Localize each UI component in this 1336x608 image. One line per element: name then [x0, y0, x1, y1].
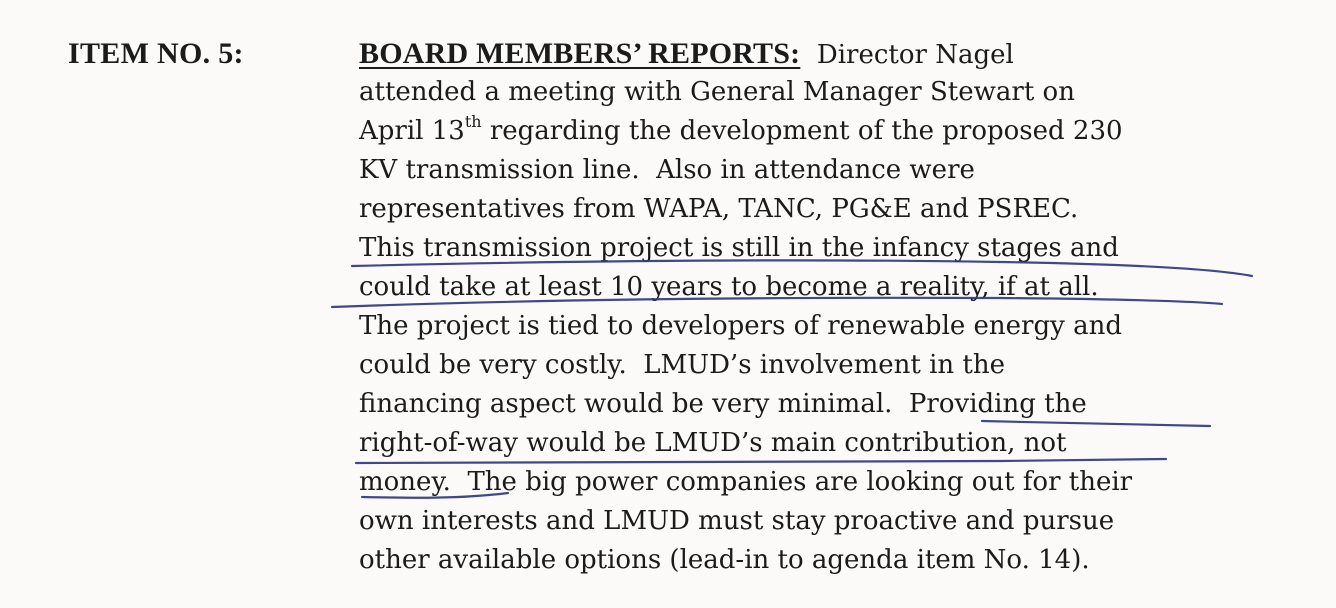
report-line-4: KV transmission line. Also in attendance were [359, 155, 975, 185]
report-heading: BOARD MEMBERS’ REPORTS: [359, 37, 801, 70]
report-line-10: financing aspect would be very minimal. Providing the [359, 389, 1087, 419]
report-line-5: representatives from WAPA, TANC, PG&E and PSREC. [359, 194, 1079, 224]
report-line-1 [359, 34, 1319, 73]
report-line-9: could be very costly. LMUD’s involvement in the [359, 350, 1006, 380]
report-line-3-start: April 13 [359, 116, 465, 146]
report-line-3-end: regarding the development of the proposed 230 [481, 116, 1123, 146]
report-line-12: money. The big power companies are looking out for their [359, 467, 1133, 497]
report-line-1-text: Director Nagel [800, 40, 1014, 70]
report-line-11: right-of-way would be LMUD’s main contribution, not [359, 428, 1067, 458]
report-line-3 [359, 112, 1319, 151]
ordinal-suffix: th [464, 112, 482, 132]
report-line-7: could take at least 10 years to become a reality, if at all. [359, 272, 1099, 302]
report-line-13: own interests and LMUD must stay proactive and pursue [359, 506, 1115, 536]
report-line-6: This transmission project is still in the infancy stages and [359, 233, 1119, 263]
item-number-label: ITEM NO. 5: [68, 37, 244, 70]
report-paragraph [359, 34, 1319, 580]
report-line-2: attended a meeting with General Manager Stewart on [359, 77, 1075, 107]
report-line-14: other available options (lead-in to agenda item No. 14). [359, 545, 1090, 575]
report-line-8: The project is tied to developers of renewable energy and [359, 311, 1122, 341]
